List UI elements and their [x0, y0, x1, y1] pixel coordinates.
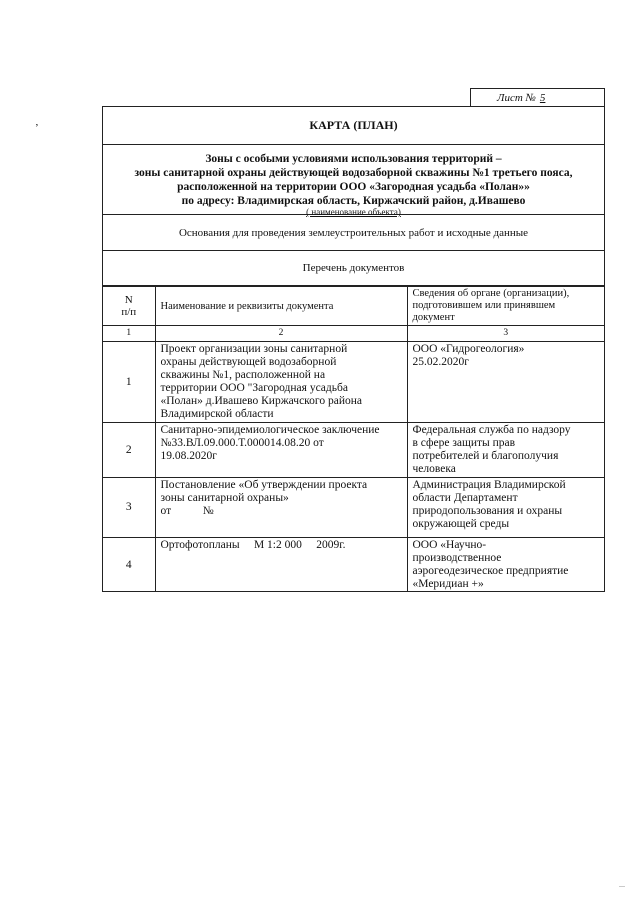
document-frame	[102, 106, 605, 592]
row-number: 4	[103, 538, 155, 593]
row-number: 1	[103, 342, 155, 423]
organization-info: ООО «Гидрогеология» 25.02.2020г	[407, 342, 604, 423]
document-title: КАРТА (ПЛАН)	[103, 107, 604, 145]
header-organization: Сведения об органе (организации), подготовившем или принявшем документ	[407, 287, 604, 326]
basis-heading: Основания для проведения землеустроительных работ и исходные данные	[103, 215, 604, 251]
row-number: 3	[103, 478, 155, 538]
object-line-4: по адресу: Владимирская область, Киржачский район, д.Ивашево	[181, 195, 526, 207]
object-line-3: расположенной на территории ООО «Загородная усадьба «Полан»»	[177, 181, 530, 193]
object-description	[103, 145, 604, 215]
object-name-caption: ( наименование объекта)	[306, 207, 401, 217]
document-name: Ортофотопланы М 1:2 000 2009г.	[155, 538, 407, 593]
column-index: 1	[103, 326, 155, 342]
document-list-heading: Перечень документов	[103, 251, 604, 286]
organization-info: Администрация Владимирской области Департамент природопользования и охраны окружающей среды	[407, 478, 604, 538]
table-row	[103, 342, 604, 423]
object-line-1: Зоны с особыми условиями использования территорий –	[205, 153, 502, 165]
table-row	[103, 423, 604, 478]
corner-dots: ...	[619, 880, 625, 889]
column-index: 3	[407, 326, 604, 342]
sheet-number-value: 5	[539, 91, 546, 104]
margin-mark: ʼ	[35, 122, 39, 134]
table-header-row	[103, 287, 604, 326]
organization-info: ООО «Научно- производственное аэрогеодезическое предприятие «Меридиан +»	[407, 538, 604, 593]
organization-info: Федеральная служба по надзору в сфере защиты прав потребителей и благополучия человека	[407, 423, 604, 478]
table-row	[103, 478, 604, 538]
header-number: N п/п	[103, 287, 155, 326]
document-name: Проект организации зоны санитарной охраны действующей водозаборной скважины №1, расположенной на территории ООО "Загородная усадьба «Полан» д.Ивашево Киржачского района Владимирской области	[155, 342, 407, 423]
column-index: 2	[155, 326, 407, 342]
column-index-row	[103, 326, 604, 342]
header-document-name: Наименование и реквизиты документа	[155, 287, 407, 326]
document-name: Санитарно-эпидемиологическое заключение №33.ВЛ.09.000.Т.000014.08.20 от 19.08.2020г	[155, 423, 407, 478]
object-line-2: зоны санитарной охраны действующей водозаборной скважины №1 третьего пояса,	[134, 167, 573, 179]
sheet-number-box	[470, 88, 605, 106]
document-name: Постановление «Об утверждении проекта зоны санитарной охраны» от №	[155, 478, 407, 538]
documents-table	[103, 286, 604, 592]
table-row	[103, 538, 604, 593]
sheet-number-label: Лист №	[497, 91, 536, 104]
row-number: 2	[103, 423, 155, 478]
